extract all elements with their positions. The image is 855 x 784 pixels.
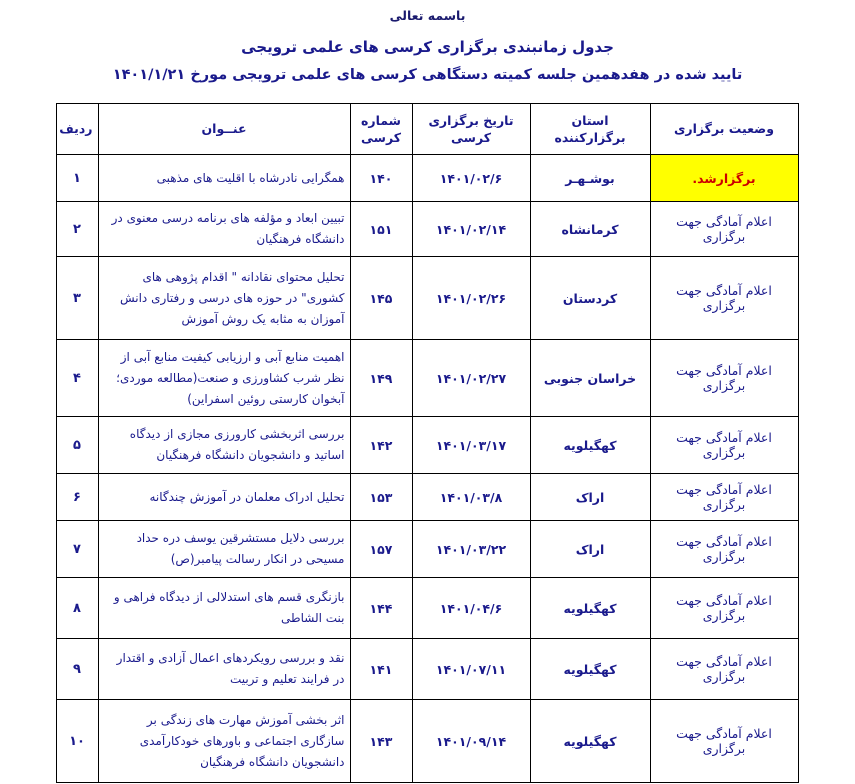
table-row [56, 578, 798, 639]
cell-chair-number: ۱۴۱ [350, 639, 412, 700]
cell-title: تبیین ابعاد و مؤلفه های برنامه درسی معنوی در دانشگاه فرهنگیان [98, 202, 350, 257]
cell-date: ۱۴۰۱/۰۲/۶ [412, 155, 530, 202]
table-row [56, 202, 798, 257]
cell-row-number: ۸ [56, 578, 98, 639]
status-badge: اعلام آمادگی جهت برگزاری [650, 202, 798, 257]
cell-province: بوشـهـر [530, 155, 650, 202]
cell-row-number: ۴ [56, 340, 98, 417]
cell-date: ۱۴۰۱/۰۳/۲۲ [412, 521, 530, 578]
schedule-table-container [57, 103, 799, 783]
cell-row-number: ۱ [56, 155, 98, 202]
cell-date: ۱۴۰۱/۰۲/۲۷ [412, 340, 530, 417]
cell-date: ۱۴۰۱/۰۳/۸ [412, 474, 530, 521]
cell-province: کردستان [530, 257, 650, 340]
cell-title: بررسی دلایل مستشرقین یوسف دره حداد مسیحی در انکار رسالت پیامبر(ص) [98, 521, 350, 578]
cell-province: اراک [530, 521, 650, 578]
cell-chair-number: ۱۴۵ [350, 257, 412, 340]
column-header-row-number: ردیف [56, 104, 98, 155]
cell-province: کهگیلویه [530, 417, 650, 474]
column-header-province: استان برگزارکننده [530, 104, 650, 155]
cell-province: کرمانشاه [530, 202, 650, 257]
cell-chair-number: ۱۴۲ [350, 417, 412, 474]
cell-date: ۱۴۰۱/۰۲/۲۶ [412, 257, 530, 340]
page-title: جدول زمانبندی برگزاری کرسی های علمی ترویجی [241, 38, 614, 56]
cell-row-number: ۱۰ [56, 700, 98, 783]
cell-province: کهگیلویه [530, 578, 650, 639]
cell-title: نقد و بررسی رویکردهای اعمال آزادی و اقتدار در فرایند تعلیم و تربیت [98, 639, 350, 700]
cell-date: ۱۴۰۱/۰۷/۱۱ [412, 639, 530, 700]
cell-row-number: ۲ [56, 202, 98, 257]
cell-chair-number: ۱۵۷ [350, 521, 412, 578]
table-row [56, 340, 798, 417]
cell-chair-number: ۱۴۰ [350, 155, 412, 202]
status-badge: اعلام آمادگی جهت برگزاری [650, 257, 798, 340]
status-badge: اعلام آمادگی جهت برگزاری [650, 639, 798, 700]
status-badge: اعلام آمادگی جهت برگزاری [650, 417, 798, 474]
cell-row-number: ۷ [56, 521, 98, 578]
cell-chair-number: ۱۴۳ [350, 700, 412, 783]
status-badge: اعلام آمادگی جهت برگزاری [650, 340, 798, 417]
table-body [56, 155, 798, 783]
table-row [56, 417, 798, 474]
status-badge: اعلام آمادگی جهت برگزاری [650, 521, 798, 578]
cell-chair-number: ۱۴۴ [350, 578, 412, 639]
cell-title: تحلیل ادراک معلمان در آموزش چندگانه [98, 474, 350, 521]
status-badge: اعلام آمادگی جهت برگزاری [650, 700, 798, 783]
cell-title: اثر بخشی آموزش مهارت های زندگی بر سازگاری اجتماعی و باورهای خودکارآمدی دانشجویان دانشگاه فرهنگیان [98, 700, 350, 783]
cell-row-number: ۵ [56, 417, 98, 474]
cell-row-number: ۶ [56, 474, 98, 521]
status-badge: اعلام آمادگی جهت برگزاری [650, 578, 798, 639]
cell-row-number: ۹ [56, 639, 98, 700]
cell-province: خراسان جنوبی [530, 340, 650, 417]
table-row [56, 257, 798, 340]
table-row [56, 474, 798, 521]
cell-province: کهگیلویه [530, 700, 650, 783]
cell-title: تحلیل محتوای نقادانه " اقدام پژوهی های کشوری" در حوزه های درسی و رفتاری دانش آموزان به مثابه یک روش آموزش [98, 257, 350, 340]
cell-province: کهگیلویه [530, 639, 650, 700]
cell-chair-number: ۱۵۳ [350, 474, 412, 521]
cell-date: ۱۴۰۱/۰۴/۶ [412, 578, 530, 639]
column-header-title: عنــوان [98, 104, 350, 155]
cell-title: اهمیت منابع آبی و ارزیابی کیفیت منابع آبی از نظر شرب کشاورزی و صنعت(مطالعه موردی؛ آبخوان کارستی روئین اسفراین) [98, 340, 350, 417]
table-header-row [56, 104, 798, 155]
column-header-chair-number: شماره کرسی [350, 104, 412, 155]
column-header-status: وضعیت برگزاری [650, 104, 798, 155]
cell-date: ۱۴۰۱/۰۹/۱۴ [412, 700, 530, 783]
basmala-text: باسمه تعالی [389, 8, 466, 23]
page-subtitle: تایید شده در هفدهمین جلسه کمیته دستگاهی کرسی های علمی ترویجی مورخ ۱۴۰۱/۱/۲۱ [112, 66, 743, 83]
cell-title: بازنگری قسم های استدلالی از دیدگاه فراهی و بنت الشاطی [98, 578, 350, 639]
table-row [56, 521, 798, 578]
cell-date: ۱۴۰۱/۰۳/۱۷ [412, 417, 530, 474]
cell-title: همگرایی نادرشاه با اقلیت های مذهبی [98, 155, 350, 202]
document-header [0, 0, 855, 89]
table-row [56, 155, 798, 202]
status-badge: اعلام آمادگی جهت برگزاری [650, 474, 798, 521]
table-row [56, 639, 798, 700]
column-header-date: تاریخ برگزاری کرسی [412, 104, 530, 155]
table-row [56, 700, 798, 783]
cell-chair-number: ۱۴۹ [350, 340, 412, 417]
cell-row-number: ۳ [56, 257, 98, 340]
schedule-table [56, 103, 799, 783]
cell-province: اراک [530, 474, 650, 521]
cell-title: بررسی اثربخشی کارورزی مجازی از دیدگاه اساتید و دانشجویان دانشگاه فرهنگیان [98, 417, 350, 474]
cell-date: ۱۴۰۱/۰۲/۱۴ [412, 202, 530, 257]
status-badge: برگزارشد. [650, 155, 798, 202]
cell-chair-number: ۱۵۱ [350, 202, 412, 257]
